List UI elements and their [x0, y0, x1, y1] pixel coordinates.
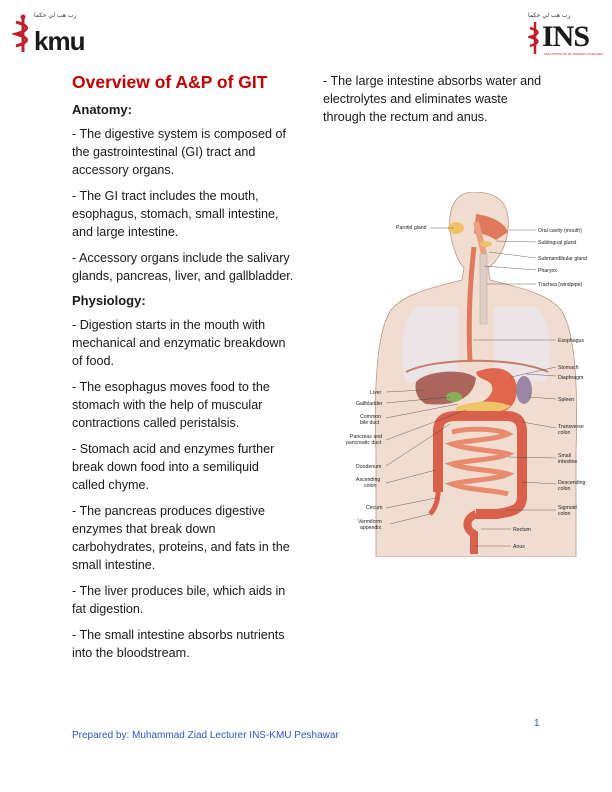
label-ascending: Ascending — [356, 477, 381, 483]
anatomy-point: - Accessory organs include the salivary glands, pancreas, liver, and gallbladder. — [72, 251, 294, 283]
label-pancreatic-duct: pancreatic duct — [346, 440, 382, 446]
anatomy-point: - The GI tract includes the mouth, esophagus, stomach, small intestine, and large intestine. — [72, 189, 279, 239]
label-oral-cavity: Oral cavity (mouth) — [538, 228, 582, 234]
anatomy-point: - The digestive system is composed of the gastrointestinal (GI) tract and accessory organs. — [72, 127, 286, 177]
page-number: 1 — [534, 718, 540, 729]
label-vermiform: Vermiform — [358, 519, 382, 525]
label-parotid-gland: Parotid gland — [396, 225, 427, 231]
physiology-point: - Stomach acid and enzymes further break down food into a semiliquid called chyme. — [72, 442, 275, 492]
page-title: Overview of A&P of GIT — [72, 72, 268, 92]
label-submandibular-gland: Submandibular gland — [538, 256, 588, 262]
physiology-point: - The pancreas produces digestive enzymes that break down carbohydrates, proteins, and fats in the small intestine. — [72, 504, 290, 572]
label-bile-duct: bile duct — [360, 420, 380, 426]
label-diaphragm: Diaphragm — [558, 375, 584, 381]
digestive-system-figure — [326, 192, 596, 557]
label-sublingual-gland: Sublingual gland — [538, 240, 577, 246]
label-liver: Liver — [370, 390, 382, 396]
left-column — [72, 72, 294, 670]
physiology-point: - The esophagus moves food to the stomach with the help of muscular contractions called peristalsis. — [72, 380, 270, 430]
label-sigmoid: Sigmoid — [558, 505, 577, 511]
label-transverse-colon: colon — [558, 430, 571, 436]
label-pharynx: Pharynx — [538, 268, 558, 274]
ins-logo-tagline: KMU INSTITUTE OF NURSING SCIENCES — [544, 52, 603, 56]
kmu-logo-text: kmu — [34, 26, 85, 56]
large-intestine-point: - The large intestine absorbs water and electrolytes and eliminates waste through the rectum and anus. — [323, 74, 542, 124]
physiology-point: - The small intestine absorbs nutrients into the bloodstream. — [72, 628, 285, 660]
label-gallbladder: Gallbladder — [356, 401, 383, 407]
label-anus: Anus — [513, 544, 525, 550]
kmu-logo-arabic: رب هب لي حكما — [34, 12, 77, 19]
label-common: Common — [360, 414, 382, 420]
anatomy-heading: Anatomy: — [72, 102, 132, 117]
label-spleen: Spleen — [558, 397, 575, 403]
right-column — [323, 72, 548, 126]
label-rectum: Rectum — [513, 527, 531, 533]
digestive-system-illustration — [326, 192, 596, 557]
caduceus-icon — [12, 14, 34, 54]
footer-prepared-by: Prepared by: Muhammad Ziad Lecturer INS-KMU Peshawar — [72, 730, 339, 741]
label-duodenum: Duodenum — [356, 464, 382, 470]
ins-caduceus-icon — [528, 22, 542, 54]
label-descending: Descending — [558, 480, 586, 486]
physiology-point: - Digestion starts in the mouth with mechanical and enzymatic breakdown of food. — [72, 318, 286, 368]
label-stomach: Stomach — [558, 365, 579, 371]
label-small: Small — [558, 453, 571, 459]
label-trachea: Trachea (windpipe) — [538, 282, 583, 288]
label-cecum: Cecum — [366, 505, 383, 511]
label-esophagus: Esophagus — [558, 338, 584, 344]
ins-logo-text: INS — [542, 20, 590, 53]
ins-logo — [528, 12, 606, 58]
label-pancreas: Pancreas and — [350, 434, 383, 440]
label-sigmoid-colon: colon — [558, 511, 571, 517]
label-descending-colon: colon — [558, 486, 571, 492]
label-transverse: Transverse — [558, 424, 584, 430]
physiology-point: - The liver produces bile, which aids in fat digestion. — [72, 584, 286, 616]
physiology-heading: Physiology: — [72, 293, 146, 308]
kmu-logo — [12, 12, 92, 58]
label-ascending-colon: colon — [364, 483, 377, 489]
label-small-intestine: intestine — [558, 459, 578, 465]
ins-logo-arabic: رب هب لي حكما — [528, 12, 571, 19]
label-appendix: appendix — [360, 525, 382, 531]
